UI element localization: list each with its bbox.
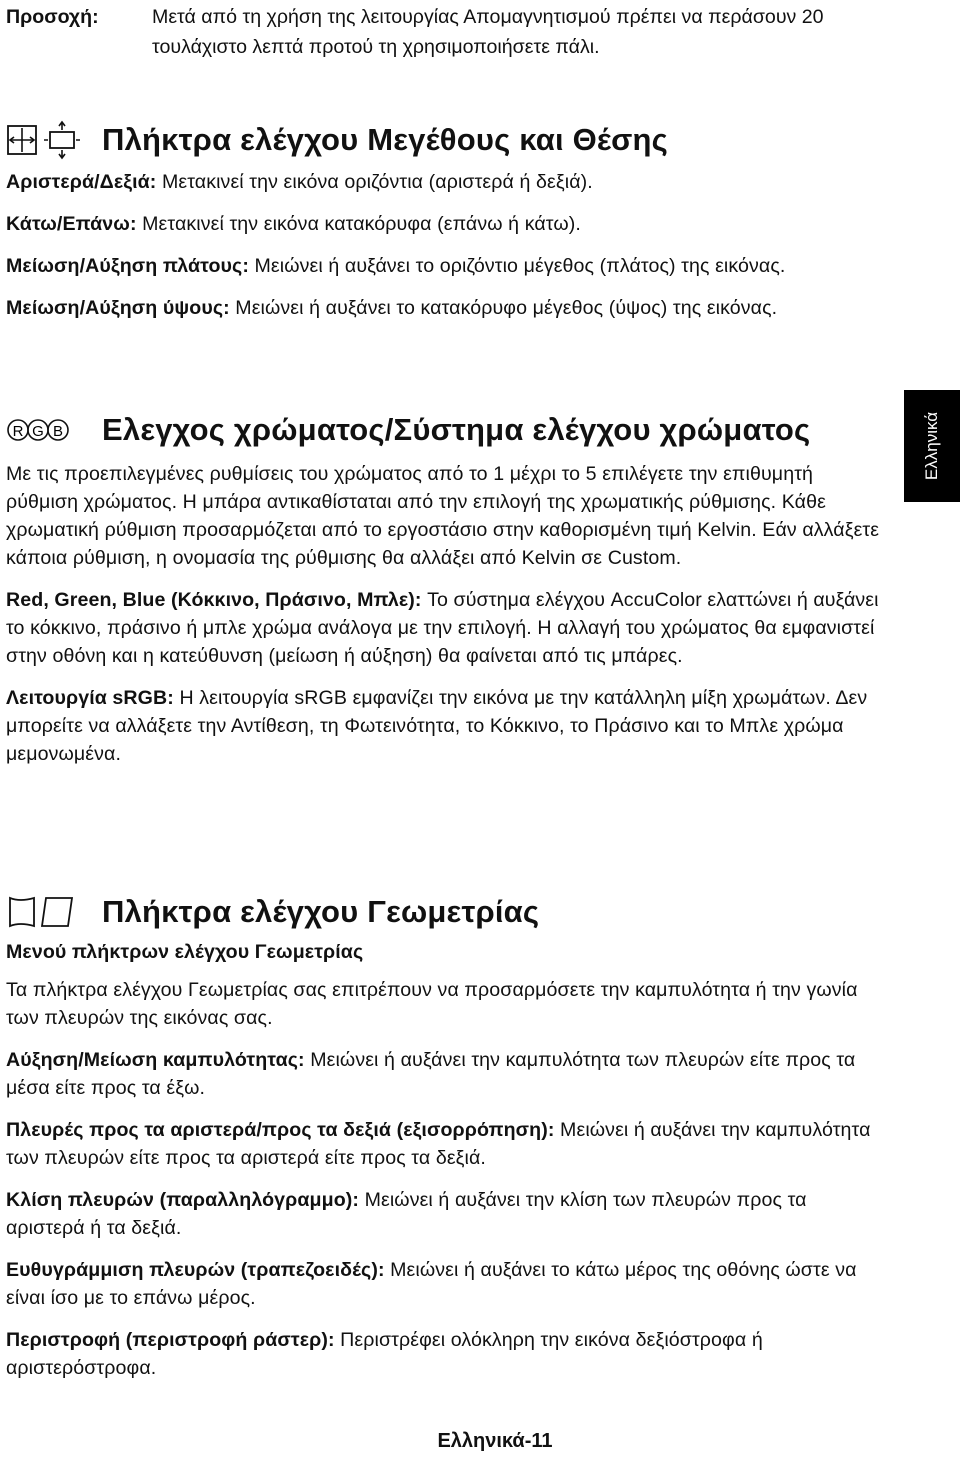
list-item: Μείωση/Αύξηση ύψους: Μειώνει ή αυξάνει το κατακόρυφο μέγεθος (ύψος) της εικόνας. — [6, 297, 778, 319]
list-item: Πλευρές προς τα αριστερά/προς τα δεξιά (εξισορρόπηση): Μειώνει ή αυξάνει την καμπυλότητα των πλευρών είτε προς τα αριστερά είτε προς τα δεξιά. — [6, 1119, 871, 1169]
list-item: Μείωση/Αύξηση πλάτους: Μειώνει ή αυξάνει το οριζόντιο μέγεθος (πλάτος) της εικόνας. — [6, 255, 786, 277]
page-footer: Ελληνικά-11 — [437, 1430, 553, 1452]
size-position-items — [6, 168, 890, 322]
color-control-title: Ελεγχος χρώματος/Σύστημα ελέγχου χρώματος — [102, 412, 811, 447]
color-control-body — [6, 460, 890, 768]
caution-label: Προσοχή: — [6, 6, 99, 28]
geometry-body — [6, 938, 890, 1382]
list-item: Αριστερά/Δεξιά: Μετακινεί την εικόνα οριζόντια (αριστερά ή δεξιά). — [6, 171, 593, 193]
svg-text:G: G — [32, 423, 44, 440]
language-side-tab-label: Ελληνικά — [922, 411, 942, 481]
geometry-title: Πλήκτρα ελέγχου Γεωμετρίας — [102, 894, 540, 929]
size-position-heading — [6, 120, 668, 160]
geometry-icon — [6, 892, 90, 932]
color-intro: Με τις προεπιλεγμένες ρυθμίσεις του χρώματος από το 1 μέχρι το 5 επιλέγετε την επιθυμητή ρύθμιση χρώματος. Η μπάρα αντικαθίσταται από την επιλογή της χρωματικής ρύθμισης. Κάθε χρωματική ρύθμιση προσαρμόζεται από το εργοστάσιο στην καθορισμένη τιμή Kelvin. Εάν αλλάξετε κάποια ρύθμιση, η ονομασία της ρύθμισης θα αλλάξει από Kelvin σε Custom. — [6, 463, 880, 569]
list-item: Κάτω/Επάνω: Μετακινεί την εικόνα κατακόρυφα (επάνω ή κάτω). — [6, 213, 581, 235]
list-item: Περιστροφή (περιστροφή ράστερ): Περιστρέφει ολόκληρη την εικόνα δεξιόστροφα ή αριστερόστροφα. — [6, 1329, 763, 1379]
language-side-tab — [904, 390, 960, 502]
size-position-title: Πλήκτρα ελέγχου Μεγέθους και Θέσης — [102, 122, 668, 157]
svg-text:R: R — [12, 423, 24, 440]
caution-text: Μετά από τη χρήση της λειτουργίας Απομαγνητισμού πρέπει να περάσουν 20 τουλάχιστο λεπτά προτού τη χρησιμοποιήσετε πάλι. — [152, 6, 824, 58]
geometry-heading — [6, 892, 539, 932]
rgb-icon — [6, 410, 90, 450]
list-item: Λειτουργία sRGB: Η λειτουργία sRGB εμφανίζει την εικόνα με την κατάλληλη μίξη χρωμάτων. Δεν μπορείτε να αλλάξετε την Αντίθεση, τη Φωτεινότητα, το Κόκκινο, το Πράσινο και το Μπλε χρώμα μεμονωμένα. — [6, 687, 868, 765]
geometry-intro: Τα πλήκτρα ελέγχου Γεωμετρίας σας επιτρέπουν να προσαρμόσετε την καμπυλότητα ή την γωνία των πλευρών της εικόνας σας. — [6, 979, 858, 1029]
list-item: Red, Green, Blue (Κόκκινο, Πράσινο, Μπλε): Το σύστημα ελέγχου AccuColor ελαττώνει ή αυξάνει το κόκκινο, πράσινο ή μπλε χρώμα ανάλογα με την επιλογή. Η αλλαγή του χρώματος θα εμφανιστεί στην οθόνη και η κατεύθυνση (μείωση ή αύξηση) θα φαίνεται από τις μπάρες. — [6, 589, 879, 667]
list-item: Κλίση πλευρών (παραλληλόγραμμο): Μειώνει ή αυξάνει την κλίση των πλευρών προς τα αριστερά ή τα δεξιά. — [6, 1189, 807, 1239]
color-control-heading — [6, 410, 810, 450]
list-item: Αύξηση/Μείωση καμπυλότητας: Μειώνει ή αυξάνει την καμπυλότητα των πλευρών είτε προς τα μέσα είτε προς τα έξω. — [6, 1049, 856, 1099]
size-position-icon — [6, 120, 90, 160]
geometry-subtitle: Μενού πλήκτρων ελέγχου Γεωμετρίας — [6, 941, 364, 963]
svg-text:B: B — [52, 423, 64, 440]
list-item: Ευθυγράμμιση πλευρών (τραπεζοειδές): Μειώνει ή αυξάνει το κάτω μέρος της οθόνης ώστε να είναι ίσο με το επάνω μέρος. — [6, 1259, 857, 1309]
